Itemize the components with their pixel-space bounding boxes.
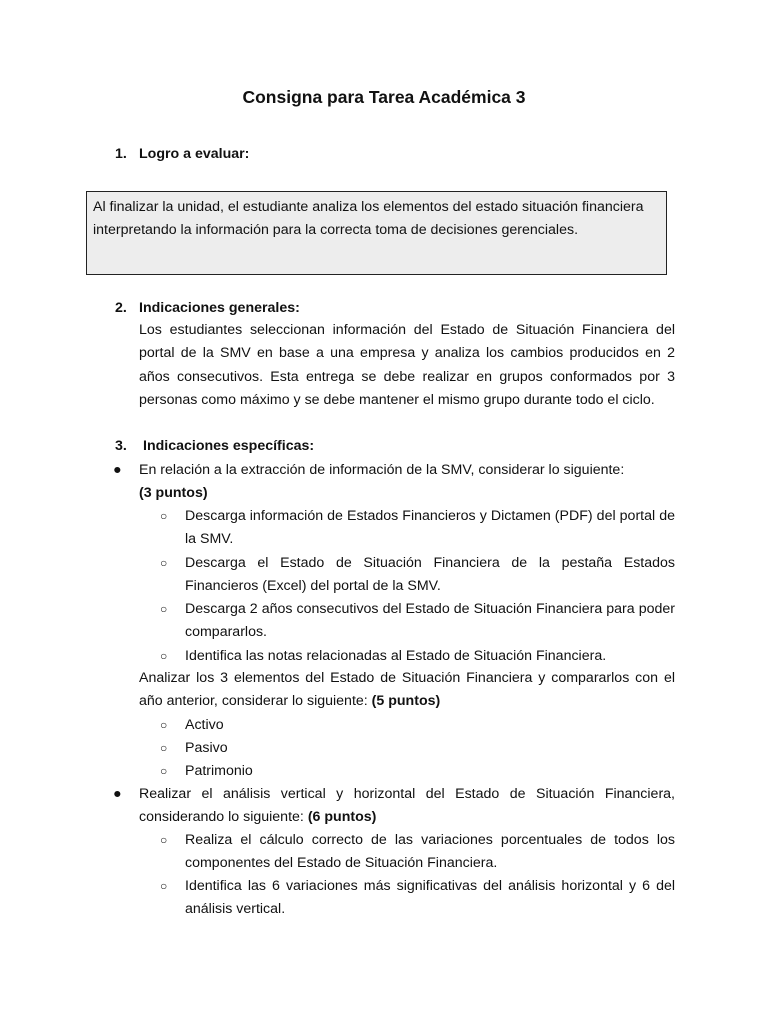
section-3-number: 3. xyxy=(115,438,127,454)
bullet-1-text xyxy=(139,459,675,506)
section-3-heading xyxy=(115,435,314,457)
list-item: Patrimonio xyxy=(185,763,253,779)
list-item: Descarga 2 años consecutivos del Estado de Situación Financiera para poder compararlos. xyxy=(185,601,675,641)
section-1-title: Logro a evaluar: xyxy=(139,146,250,162)
analysis-paragraph-text: Analizar los 3 elementos del Estado de Situación Financiera y compararlos con el año anterior, considerar lo siguiente: xyxy=(139,670,675,710)
sub-bullet-icon: ○ xyxy=(160,718,168,732)
analysis-paragraph-points: (5 puntos) xyxy=(371,693,441,710)
section-2-heading xyxy=(115,297,300,319)
analysis-paragraph xyxy=(139,667,675,714)
sub-bullet-icon: ○ xyxy=(160,509,168,523)
sub-bullet-icon: ○ xyxy=(160,602,168,616)
section-1-number: 1. xyxy=(115,146,127,162)
bullet-2-label: Realizar el análisis vertical y horizontal del Estado de Situación Financiera, considerando lo siguiente: xyxy=(139,786,675,826)
section-2-body: Los estudiantes seleccionan información del Estado de Situación Financiera del portal de la SMV en base a una empresa y analiza los cambios producidos en 2 años consecutivos. Esta entrega se debe realizar en grupos conformados por 3 personas como máximo y se debe mantener el mismo grupo durante todo el ciclo. xyxy=(139,322,675,408)
list-item: Descarga información de Estados Financieros y Dictamen (PDF) del portal de la SMV. xyxy=(185,508,675,548)
section-2-number: 2. xyxy=(115,300,127,316)
sub-bullet-icon: ○ xyxy=(160,879,168,893)
sub-bullet-icon: ○ xyxy=(160,741,168,755)
sub-bullet-icon: ○ xyxy=(160,556,168,570)
document-title: Consigna para Tarea Académica 3 xyxy=(242,87,526,107)
sub-bullet-icon: ○ xyxy=(160,649,168,663)
sub-bullet-icon: ○ xyxy=(160,833,168,847)
section-1-heading xyxy=(115,143,249,165)
bullet-2-text xyxy=(139,783,675,830)
learning-outcome-box xyxy=(86,191,667,275)
bullet-1-label: En relación a la extracción de información de la SMV, considerar lo siguiente: xyxy=(139,462,625,478)
sub-bullet-icon: ○ xyxy=(160,764,168,778)
section-3-title: Indicaciones específicas: xyxy=(143,438,315,454)
bullet-1-points: (3 puntos) xyxy=(139,485,208,502)
list-item: Identifica las notas relacionadas al Estado de Situación Financiera. xyxy=(185,648,607,664)
section-2-title: Indicaciones generales: xyxy=(139,300,300,316)
list-item: Identifica las 6 variaciones más significativas del análisis horizontal y 6 del análisis vertical. xyxy=(185,878,675,918)
learning-outcome-text: Al finalizar la unidad, el estudiante analiza los elementos del estado situación financiera interpretando la información para la correcta toma de decisiones gerenciales. xyxy=(93,199,644,238)
bullet-icon: ● xyxy=(113,786,122,802)
list-item: Pasivo xyxy=(185,740,228,756)
bullet-2-points: (6 puntos) xyxy=(307,809,377,826)
list-item: Realiza el cálculo correcto de las variaciones porcentuales de todos los componentes del Estado de Situación Financiera. xyxy=(185,832,675,872)
list-item: Descarga el Estado de Situación Financiera de la pestaña Estados Financieros (Excel) del portal de la SMV. xyxy=(185,555,675,595)
list-item: Activo xyxy=(185,717,224,733)
bullet-icon: ● xyxy=(113,462,122,478)
